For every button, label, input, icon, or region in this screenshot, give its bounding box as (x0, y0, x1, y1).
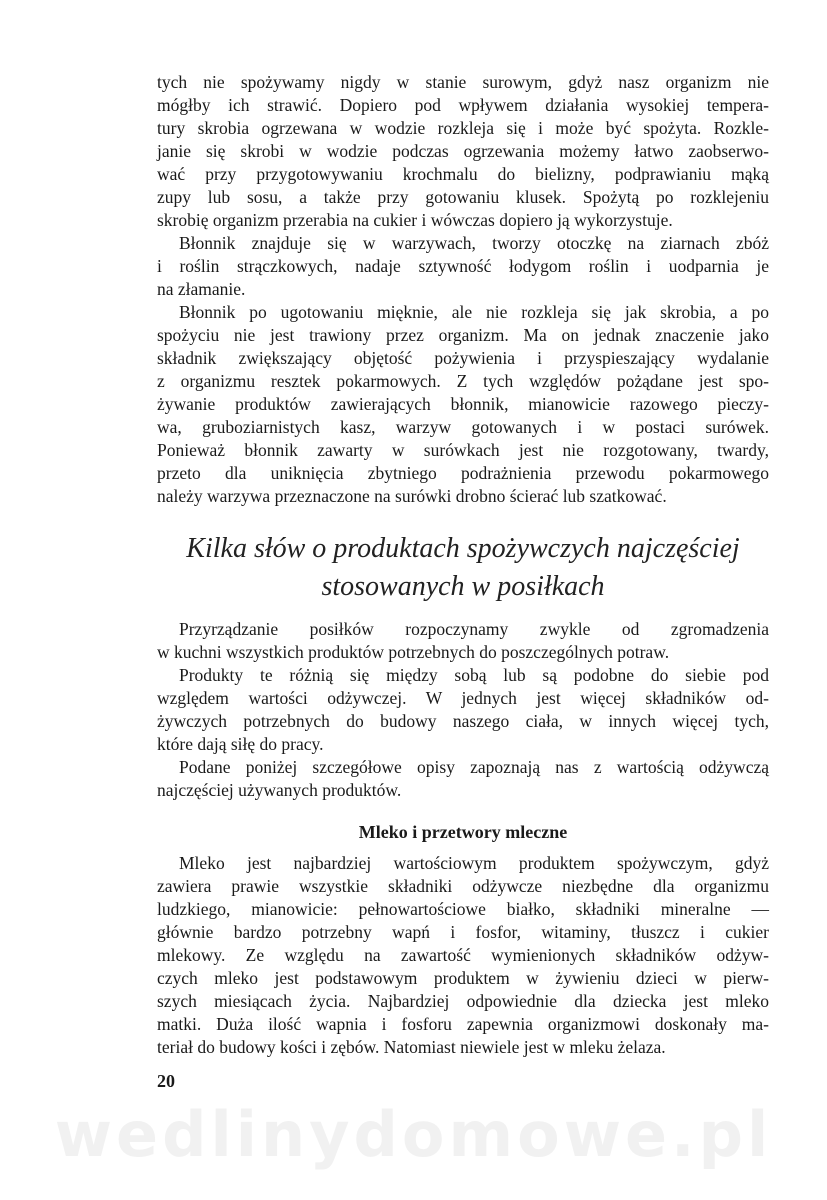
paragraph (157, 756, 769, 802)
text-line: Podane poniżej szczegółowe opisy zapoznają nas z wartością odżywczą (179, 757, 769, 777)
text-line: teriał do budowy kości i zębów. Natomiast niewiele jest w mleku żelaza. (157, 1037, 666, 1057)
text-line: na złamanie. (157, 279, 246, 299)
text-section-middle (157, 618, 769, 802)
text-line: Błonnik po ugotowaniu mięknie, ale nie rozkleja się jak skrobia, a po (179, 302, 769, 322)
text-line: janie się skrobi w wodzie podczas ogrzewania możemy łatwo zaobserwo- (157, 141, 769, 161)
paragraph (157, 232, 769, 301)
text-line: matki. Duża ilość wapnia i fosforu zapewnia organizmowi doskonały ma- (157, 1014, 769, 1034)
chapter-heading-line-2: stosowanych w posiłkach (321, 571, 605, 602)
text-line: wa, gruboziarnistych kasz, warzyw gotowanych i w postaci surówek. (157, 417, 769, 437)
text-line: spożyciu nie jest trawiony przez organizm. Ma on jednak znaczenie jako (157, 325, 769, 345)
text-line: Produkty te różnią się między sobą lub są podobne do siebie pod (179, 665, 769, 685)
text-section-top (157, 71, 769, 508)
text-line: Mleko jest najbardziej wartościowym produktem spożywczym, gdyż (179, 853, 769, 873)
text-line: szych miesiącach życia. Najbardziej odpowiednie dla dziecka jest mleko (157, 991, 769, 1011)
text-line: żywanie produktów zawierających błonnik, mianowicie razowego pieczy- (157, 394, 769, 414)
text-line: głównie bardzo potrzebny wapń i fosfor, witaminy, tłuszcz i cukier (157, 922, 769, 942)
paragraph (157, 301, 769, 508)
watermark: wedlinydomowe.pl (54, 1098, 773, 1171)
page-body (157, 71, 769, 1059)
text-line: żywczych potrzebnych do budowy naszego ciała, w innych więcej tych, (157, 711, 769, 731)
text-line: przeto dla uniknięcia zbytniego podrażnienia przewodu pokarmowego (157, 463, 769, 483)
text-line: ludzkiego, mianowicie: pełnowartościowe białko, składniki mineralne — (157, 899, 769, 919)
paragraph (157, 618, 769, 664)
text-line: które dają siłę do pracy. (157, 734, 324, 754)
text-line: mlekowy. Ze względu na zawartość wymienionych składników odżyw- (157, 945, 769, 965)
text-line: skrobię organizm przerabia na cukier i wówczas dopiero ją wykorzystuje. (157, 210, 673, 230)
chapter-heading (157, 530, 769, 606)
text-line: względem wartości odżywczej. W jednych jest więcej składników od- (157, 688, 769, 708)
text-line: najczęściej używanych produktów. (157, 780, 402, 800)
text-line: Ponieważ błonnik zawarty w surówkach jest nie rozgotowany, twardy, (157, 440, 769, 460)
text-line: wać przy przygotowywaniu krochmalu do bielizny, podprawianiu mąką (157, 164, 769, 184)
paragraph (157, 664, 769, 756)
text-line: czych mleko jest podstawowym produktem w żywieniu dzieci w pierw- (157, 968, 769, 988)
text-line: Przyrządzanie posiłków rozpoczynamy zwykle od zgromadzenia (179, 619, 769, 639)
text-line: tury skrobia ogrzewana w wodzie rozkleja się i może być spożyta. Rozkle- (157, 118, 769, 138)
text-line: tych nie spożywamy nigdy w stanie surowym, gdyż nasz organizm nie (157, 72, 769, 92)
text-line: zupy lub sosu, a także przy gotowaniu klusek. Spożytą po rozklejeniu (157, 187, 769, 207)
text-line: składnik zwiększający objętość pożywienia i przyspieszający wydalanie (157, 348, 769, 368)
text-section-bottom (157, 852, 769, 1059)
paragraph (157, 852, 769, 1059)
text-line: należy warzywa przeznaczone na surówki drobno ścierać lub szatkować. (157, 486, 667, 506)
page-number: 20 (157, 1071, 175, 1091)
paragraph (157, 71, 769, 232)
text-line: w kuchni wszystkich produktów potrzebnych do poszczególnych potraw. (157, 642, 670, 662)
text-line: z organizmu resztek pokarmowych. Z tych względów pożądane jest spo- (157, 371, 769, 391)
section-heading: Mleko i przetwory mleczne (358, 822, 568, 842)
text-line: Błonnik znajduje się w warzywach, tworzy otoczkę na ziarnach zbóż (179, 233, 769, 253)
text-line: mógłby ich strawić. Dopiero pod wpływem działania wysokiej tempera- (157, 95, 769, 115)
chapter-heading-line-1: Kilka słów o produktach spożywczych najczęściej (186, 533, 740, 564)
text-line: i roślin strączkowych, nadaje sztywność łodygom roślin i uodparnia je (157, 256, 769, 276)
text-line: zawiera prawie wszystkie składniki odżywcze niezbędne dla organizmu (157, 876, 769, 896)
